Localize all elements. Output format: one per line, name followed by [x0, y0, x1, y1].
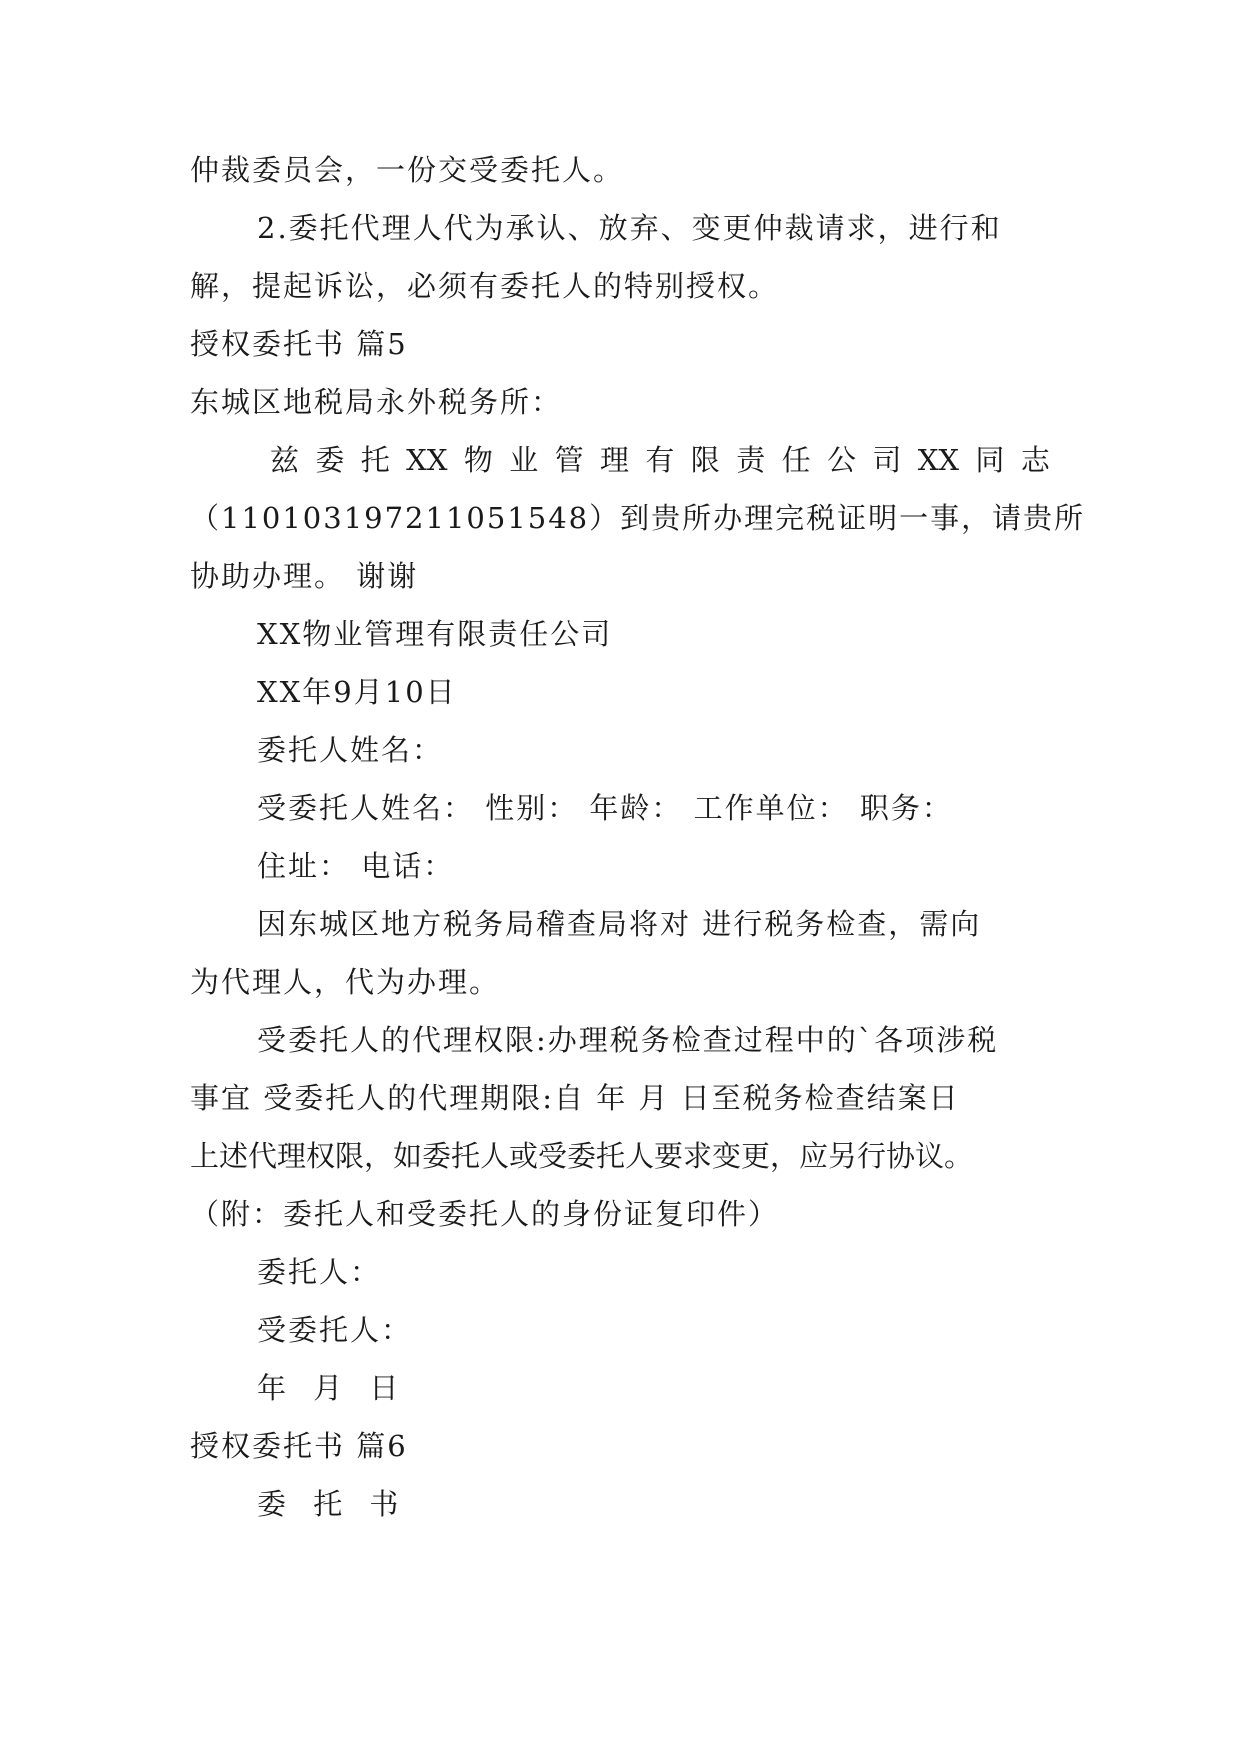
form-field-line: 委托人姓名：: [257, 733, 444, 767]
text-line: （110103197211051548）到贵所办理完税证明一事，请贵所: [190, 501, 1086, 535]
text-line: 上述代理权限，如委托人或受委托人要求变更，应另行协议。: [190, 1139, 974, 1173]
document-title: 委 托 书: [257, 1487, 401, 1521]
section-heading: 授权委托书 篇6: [190, 1429, 408, 1463]
text-line: 受委托人的代理权限:办理税务检查过程中的`各项涉税: [257, 1023, 999, 1057]
form-field-line: 受委托人姓名： 性别： 年龄： 工作单位： 职务：: [257, 791, 953, 825]
signature-field: 委托人：: [257, 1255, 382, 1289]
text-line: 仲裁委员会，一份交受委托人。: [190, 153, 625, 187]
signatory-line: XX物业管理有限责任公司: [257, 617, 613, 651]
text-line: 事宜 受委托人的代理期限:自 年 月 日至税务检查结案日: [190, 1081, 960, 1115]
text-line: 解，提起诉讼，必须有委托人的特别授权。: [190, 269, 780, 303]
date-line: XX年9月10日: [257, 675, 457, 709]
text-line: 兹 委 托 XX 物 业 管 理 有 限 责 任 公 司 XX 同 志: [270, 443, 1050, 477]
text-line: （附：委托人和受委托人的身份证复印件）: [190, 1197, 780, 1231]
text-line: 因东城区地方税务局稽查局将对 进行税务检查，需向: [257, 907, 982, 941]
form-field-line: 住址： 电话：: [257, 849, 455, 883]
addressee-line: 东城区地税局永外税务所：: [190, 385, 563, 419]
text-line: 协助办理。 谢谢: [190, 559, 419, 593]
section-heading: 授权委托书 篇5: [190, 327, 408, 361]
text-line: 2.委托代理人代为承认、放弃、变更仲裁请求，进行和: [257, 211, 1002, 245]
text-line: 为代理人，代为办理。: [190, 965, 501, 999]
signature-field: 受委托人：: [257, 1313, 413, 1347]
date-field: 年 月 日: [257, 1371, 401, 1405]
